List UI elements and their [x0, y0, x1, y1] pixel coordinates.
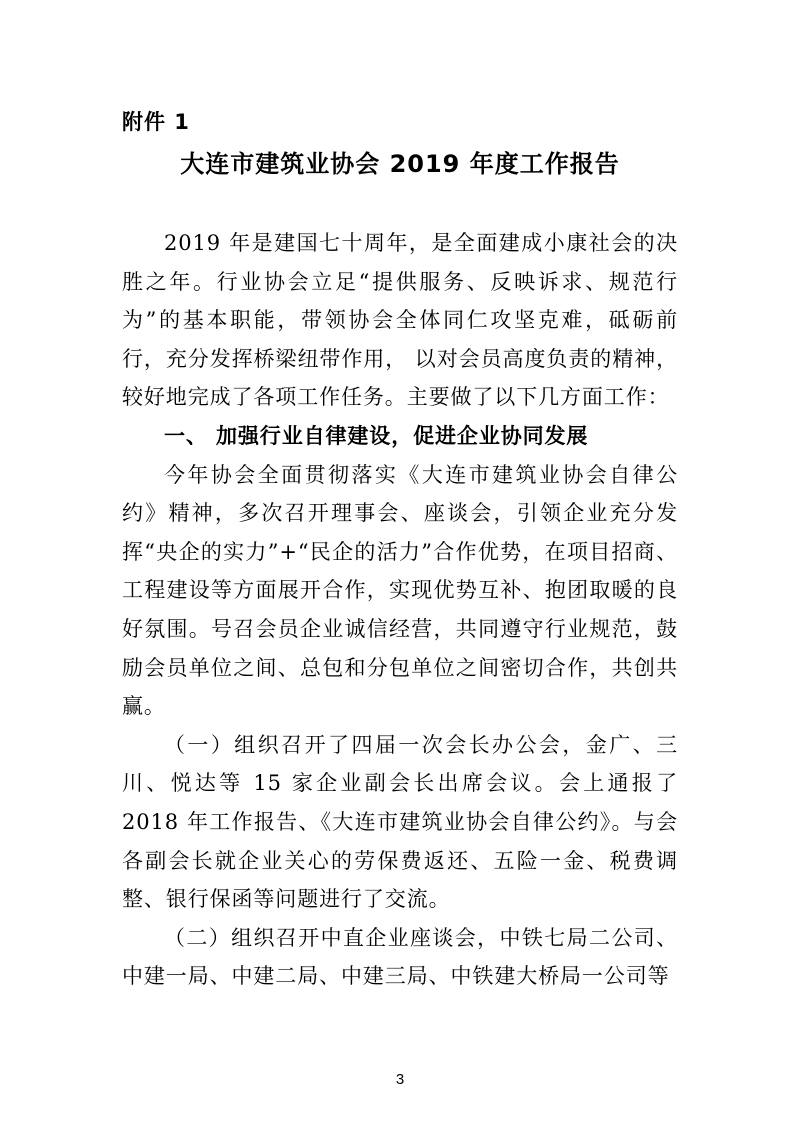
document-title: 大连市建筑业协会 2019 年度工作报告	[180, 150, 620, 178]
attachment-label: 附件 1	[122, 110, 190, 134]
body-paragraph: 今年协会全面贯彻落实《大连市建筑业协会自律公约》精神，多次召开理事会、座谈会，引领企业充分发挥“央企的实力”+“民企的活力”合作优势，在项目招商、工程建设等方面展开合作，实现优势互补、抱团取暖的良好氛围。号召会员企业诚信经营，共同遵守行业规范，鼓励会员单位之间、总包和分包单位之间密切合作，共创共赢。	[122, 462, 678, 719]
page-number: 3	[395, 1071, 405, 1088]
item-paragraph-two: （二）组织召开中直企业座谈会，中铁七局二公司、中建一局、中建二局、中建三局、中铁建大桥局一公司等	[122, 925, 678, 989]
section-heading: 一、 加强行业自律建设，促进企业协同发展	[164, 423, 589, 448]
intro-paragraph: 2019 年是建国七十周年，是全面建成小康社会的决胜之年。行业协会立足“提供服务、反映诉求、规范行为”的基本职能，带领协会全体同仁攻坚克难，砥砺前行，充分发挥桥梁纽带作用， 以对会员高度负责的精神，较好地完成了各项工作任务。主要做了以下几方面工作：	[122, 231, 678, 410]
item-paragraph-one: （一）组织召开了四届一次会长办公会，金广、三川、悦达等 15 家企业副会长出席会议。会上通报了 2018 年工作报告、《大连市建筑业协会自律公约》。与会各副会长就企业关心的劳保费返还、五险一金、税费调整、银行保函等问题进行了交流。	[122, 732, 678, 912]
document-body	[122, 224, 678, 996]
